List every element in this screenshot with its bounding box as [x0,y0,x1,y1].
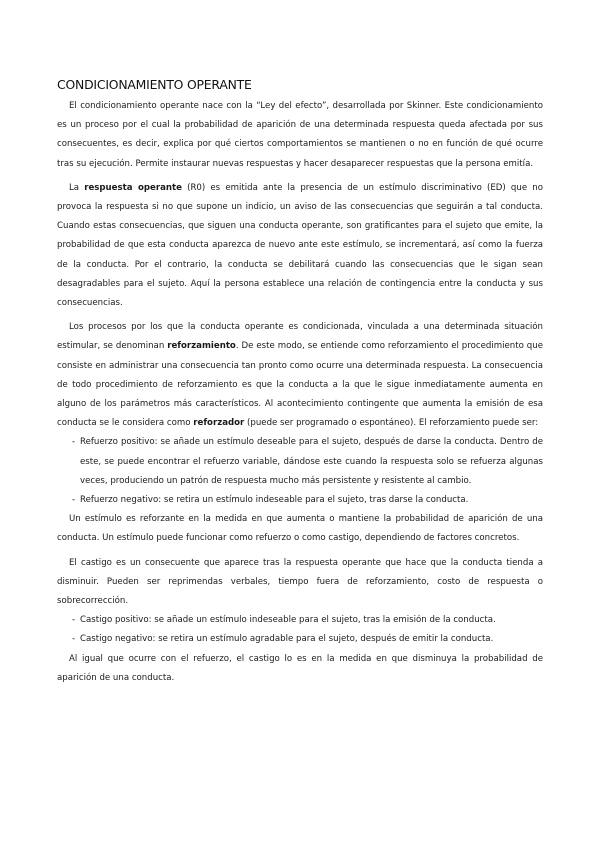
list-item-refuerzo-positivo: - Refuerzo positivo: se añade un estímulo deseable para el sujeto, después de darse la conducta. Dentro de este, se puede encontrar el refuerzo variable, dándose este cuando la respuesta solo se refuerza algunas veces, produciendo un patrón de respuesta mucho más persistente y resistente al cambio. [57,433,543,491]
paragraph-castigo: El castigo es un consecuente que aparece tras la respuesta operante que hace que la conducta tienda a disminuir. Pueden ser reprimendas verbales, tiempo fuera de reforzamiento, costo de respuesta o sobrecorrección. [57,557,543,607]
paragraph-conclusion: Al igual que ocurre con el refuerzo, el castigo lo es en la medida en que disminuya la probabilidad de aparición de una conducta. [57,653,543,683]
paragraph-estimulo-reforzante: Un estímulo es reforzante en la medida en que aumenta o mantiene la probabilidad de aparición de una conducta. Un estímulo puede funcionar como refuerzo o como castigo, dependiendo de factores concretos. [57,514,543,544]
list-item-castigo-positivo: - Castigo positivo: se añade un estímulo indeseable para el sujeto, tras la emisión de la conducta. [57,611,543,630]
list-refuerzo [57,433,543,510]
text-run: Los procesos por los que la conducta operante es condicionada, vinculada a una determinada situación estimular, se denominan [57,322,543,352]
bold-term-reforzamiento: reforzamiento [167,341,236,352]
bold-term-reforzador: reforzador [193,418,245,429]
text-run: . De este modo, se entiende como reforzamiento el procedimiento que consiste en administrar una consecuencia tan pronto como ocurre una determinada respuesta. La consecuencia de todo procedimiento de reforzamiento es que la conducta a la que le sigue inmediatamente aumenta en alguno de los parámetros más característicos. Al acontecimiento contingente que aumenta la emisión de esa conducta se le considera como [57,341,543,429]
page-title: CONDICIONAMIENTO OPERANTE [57,77,252,92]
text-run: (puede ser programado o espontáneo). El reforzamiento puede ser: [244,418,539,429]
list-item-refuerzo-negativo: - Refuerzo negativo: se retira un estímulo indeseable para el sujeto, tras darse la conducta. [57,491,543,510]
list-item-castigo-negativo: - Castigo negativo: se retira un estímulo agradable para el sujeto, después de emitir la conducta. [57,630,543,649]
list-castigo [57,611,543,649]
bold-term-respuesta-operante: respuesta operante [84,182,182,193]
document-page [57,76,543,688]
text-run: La [69,182,85,193]
paragraph-intro: El condicionamiento operante nace con la “Ley del efecto”, desarrollada por Skinner. Este condicionamiento es un proceso por el cual la probabilidad de aparición de una determinada respuesta queda afectada por sus consecuentes, es decir, explica por qué ciertos comportamientos se mantienen o no en función de qué ocurre tras su ejecución. Permite instaurar nuevas respuestas y hacer desaparecer respuestas que la persona emitía. [57,101,543,169]
paragraph-reforzamiento [57,318,543,433]
paragraph-respuesta-operante [57,179,543,313]
text-run: (R0) es emitida ante la presencia de un estímulo discriminativo (ED) que no provoca la respuesta si no que supone un indicio, un aviso de las consecuencias que seguirán a tal conducta. Cuando estas consecuencias, que siguen una conducta operante, son gratificantes para el sujeto que emite, la probabilidad de que esta conducta aparezca de nuevo ante este estímulo, se incrementará, así como la fuerza de la conducta. Por el contrario, la conducta se debilitará cuando las consecuencias que le sigan sean desagradables para el sujeto. Aquí la persona establece una relación de contingencia entre la conducta y sus consecuencias. [57,182,543,309]
